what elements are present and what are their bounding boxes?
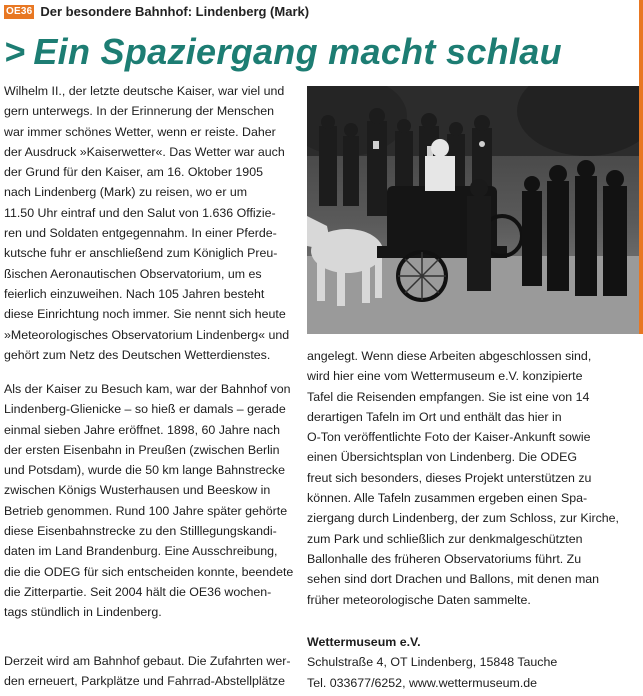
text-line: diese Einrichtung noch immer. Sie nennt sich heute	[4, 307, 286, 322]
contact-block	[307, 632, 557, 693]
text-line: kutsche fuhr er anschließend zum Königlich Preu-	[4, 246, 278, 261]
text-line: der ersten Eisenbahn in Preußen (zwischen Berlin	[4, 442, 280, 457]
article-paragraph-1	[4, 81, 289, 365]
text-line: angelegt. Wenn diese Arbeiten abgeschlossen sind,	[307, 349, 592, 363]
headline	[4, 30, 562, 74]
text-line: O-Ton veröffentlichte Foto der Kaiser-Ankunft sowie	[307, 430, 591, 445]
text-line: freut sich besonders, dieses Projekt unterstützen zu	[307, 470, 592, 485]
text-line: daten im Land Brandenburg. Eine Ausschreibung,	[4, 544, 278, 559]
text-line: zwischen Königs Wusterhausen und Beeskow in	[4, 483, 271, 498]
article-paragraph-2	[4, 379, 293, 623]
text-line: wird hier eine vom Wettermuseum e.V. konzipierte	[307, 369, 583, 384]
museum-name: Wettermuseum e.V.	[307, 635, 421, 649]
historic-photo	[307, 86, 639, 334]
route-badge: OE36	[6, 5, 33, 17]
text-line: Betrieb genommen. Rund 100 Jahre später gehörte	[4, 503, 288, 518]
text-line: der Ausdruck »Kaiserwetter«. Das Wetter war auch	[4, 144, 285, 159]
text-line: sehen sind dort Drachen und Ballons, mit denen man	[307, 572, 600, 587]
headline-arrow: >	[4, 31, 26, 72]
headline-title: Ein Spaziergang macht schlau	[33, 31, 562, 72]
museum-phone-web: Tel. 033677/6252, www.wettermuseum.de	[307, 675, 538, 690]
section-title: Der besondere Bahnhof: Lindenberg (Mark)	[40, 4, 310, 19]
text-line: Wilhelm II., der letzte deutsche Kaiser, war viel und	[4, 84, 285, 98]
text-line: einen Übersichtsplan von Lindenberg. Die ODEG	[307, 450, 577, 465]
text-line: die Zitterpartie. Seit 2004 hält die OE36 wochen-	[4, 584, 272, 599]
section-header	[4, 3, 309, 20]
text-line: ren und Soldaten entgegennahm. In einer Pferde-	[4, 226, 277, 241]
article-paragraph-3	[4, 651, 291, 692]
text-line: ziergang durch Lindenberg, der zum Schloss, zur Kirche,	[307, 511, 619, 526]
text-line: »Meteorologisches Observatorium Lindenberg« und	[4, 327, 290, 342]
text-line: gern unterwegs. In der Erinnerung der Menschen	[4, 104, 274, 119]
text-line: feierlich einzuweihen. Nach 105 Jahren besteht	[4, 286, 265, 301]
text-line: die die ODEG für sich entscheiden konnte, beendete	[4, 564, 294, 579]
text-line: 11.50 Uhr eintraf und den Salut von 1.636 Offizie-	[4, 205, 276, 220]
text-line: diese Eisenbahnstrecke zu den Stilllegungskandi-	[4, 524, 277, 539]
text-line: und Potsdam), wurde die 50 km lange Bahnstrecke	[4, 463, 286, 478]
accent-edge-bar	[639, 0, 643, 334]
text-line: Als der Kaiser zu Besuch kam, war der Bahnhof von	[4, 382, 291, 396]
text-line: nach Lindenberg (Mark) zu reisen, wo er um	[4, 185, 248, 200]
text-line: ßischen Aeronautischen Observatorium, um es	[4, 266, 262, 281]
article-paragraph-4	[307, 346, 619, 610]
text-line: Lindenberg-Glienicke – so hieß er damals – gerade	[4, 402, 286, 417]
text-line: gehört zum Netz des Deutschen Wetterdienstes.	[4, 347, 271, 362]
text-line: Derzeit wird am Bahnhof gebaut. Die Zufahrten wer-	[4, 654, 291, 668]
text-line: Ballonhalle des früheren Observatoriums führt. Zu	[307, 551, 582, 566]
text-line: war immer schönes Wetter, wenn er reiste. Daher	[4, 124, 276, 139]
text-line: derartigen Tafeln im Ort und enthält das hier in	[307, 409, 562, 424]
text-line: der Grund für den Kaiser, am 16. Oktober 1905	[4, 165, 263, 180]
text-line: tags stündlich in Lindenberg.	[4, 605, 162, 620]
text-line: einmal sieben Jahre eröffnet. 1898, 60 Jahre nach	[4, 422, 280, 437]
text-line: Tafel die Reisenden empfangen. Sie ist eine von 14	[307, 389, 590, 404]
text-line: früher meteorologische Daten sammelte.	[307, 592, 531, 607]
text-line: den erneuert, Parkplätze und Fahrrad-Abstellplätze	[4, 674, 286, 689]
text-line: können. Alle Tafeln zusammen ergeben einen Spa-	[307, 491, 588, 506]
museum-address: Schulstraße 4, OT Lindenberg, 15848 Tauche	[307, 655, 558, 670]
text-line: zum Park und schließlich zur denkmalgeschützten	[307, 531, 583, 546]
